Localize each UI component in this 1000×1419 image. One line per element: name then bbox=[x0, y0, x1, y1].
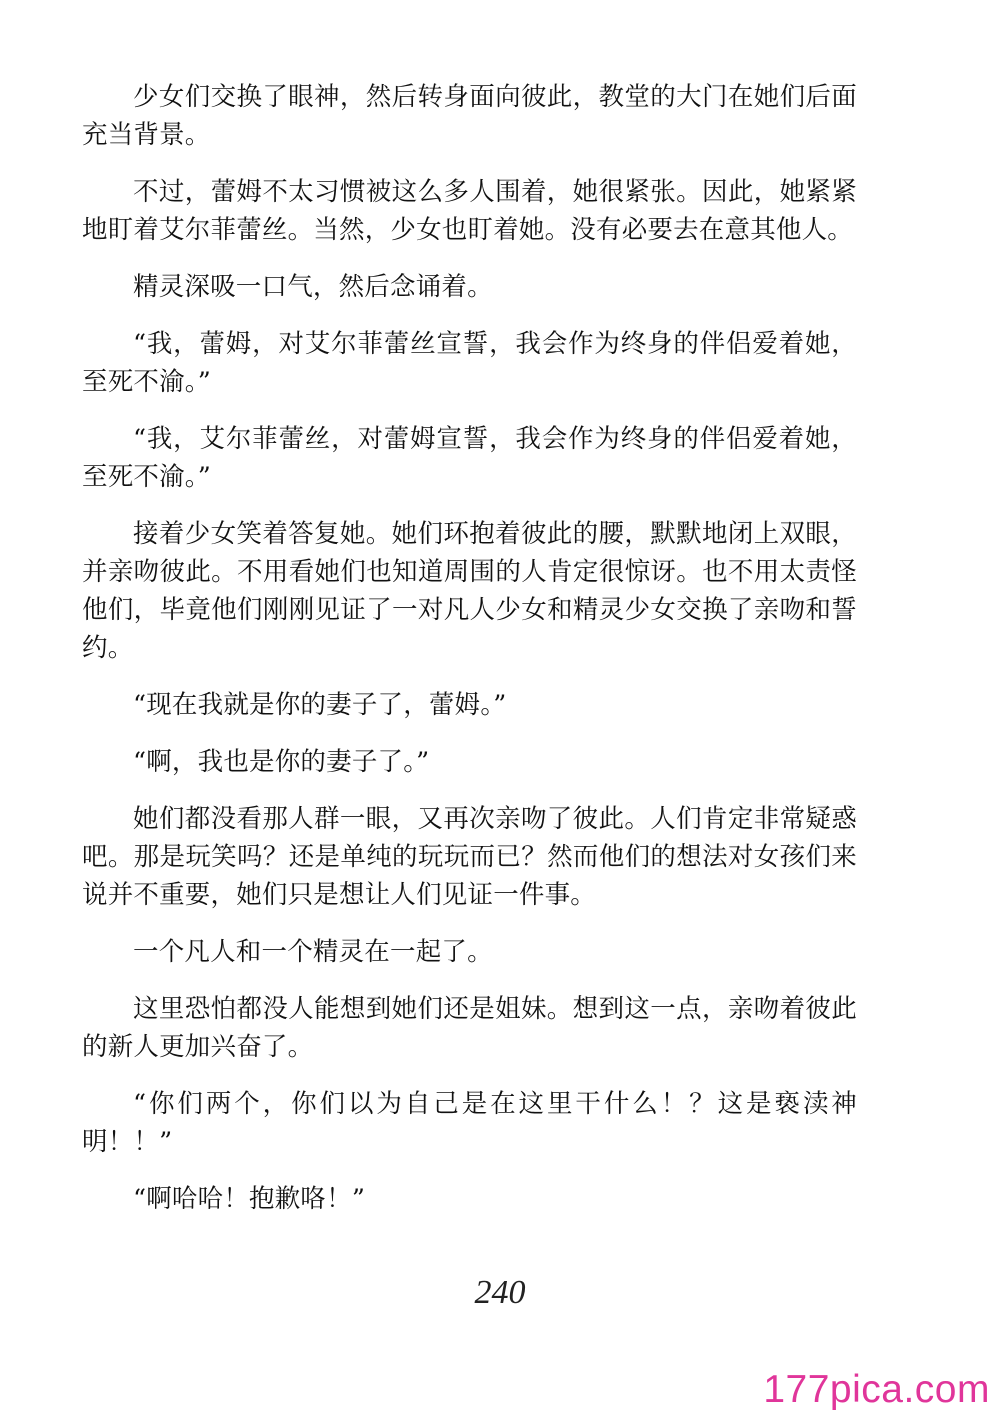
page-number: 240 bbox=[474, 1274, 526, 1311]
paragraph-2: 不过，蕾姆不太习惯被这么多人围着，她很紧张。因此，她紧紧地盯着艾尔菲蕾丝。当然，少女也盯着她。没有必要去在意其他人。 bbox=[82, 177, 857, 245]
paragraph-1: 少女们交换了眼神，然后转身面向彼此，教堂的大门在她们后面充当背景。 bbox=[82, 82, 857, 150]
paragraph-6: 接着少女笑着答复她。她们环抱着彼此的腰，默默地闭上双眼，并亲吻彼此。不用看她们也知道周围的人肯定很惊讶。也不用太责怪他们，毕竟他们刚刚见证了一对凡人少女和精灵少女交换了亲吻和誓约。 bbox=[82, 519, 857, 663]
paragraph-7: “现在我就是你的妻子了，蕾姆。” bbox=[133, 690, 507, 720]
page-body bbox=[82, 78, 857, 1237]
paragraph-13: “啊哈哈！抱歉咯！” bbox=[133, 1184, 366, 1214]
paragraph-10: 一个凡人和一个精灵在一起了。 bbox=[133, 937, 493, 967]
watermark-text: 177pica.com bbox=[763, 1368, 990, 1411]
paragraph-12: “你们两个，你们以为自己是在这里干什么！？这是亵渎神明！！” bbox=[82, 1089, 857, 1157]
paragraph-4: “我，蕾姆，对艾尔菲蕾丝宣誓，我会作为终身的伴侣爱着她，至死不渝。” bbox=[82, 329, 857, 397]
paragraph-3: 精灵深吸一口气，然后念诵着。 bbox=[133, 272, 493, 302]
paragraph-9: 她们都没看那人群一眼，又再次亲吻了彼此。人们肯定非常疑惑吧。那是玩笑吗？还是单纯的玩玩而已？然而他们的想法对女孩们来说并不重要，她们只是想让人们见证一件事。 bbox=[82, 804, 857, 910]
paragraph-11: 这里恐怕都没人能想到她们还是姐妹。想到这一点，亲吻着彼此的新人更加兴奋了。 bbox=[82, 994, 857, 1062]
paragraph-5: “我，艾尔菲蕾丝，对蕾姆宣誓，我会作为终身的伴侣爱着她，至死不渝。” bbox=[82, 424, 857, 492]
paragraph-8: “啊，我也是你的妻子了。” bbox=[133, 747, 430, 777]
